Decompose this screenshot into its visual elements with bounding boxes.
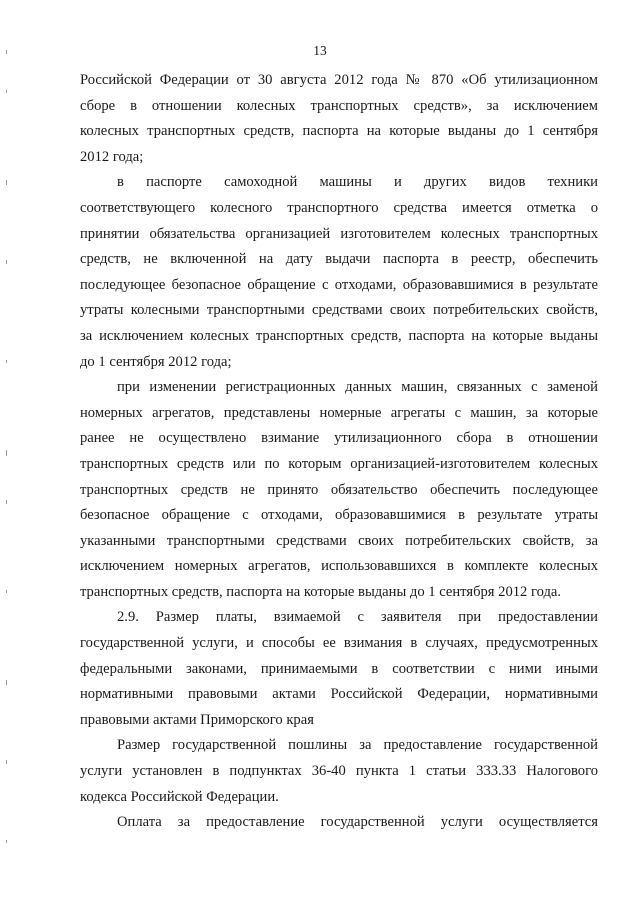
text-line: за исключением колесных транспортных средств, паспорта на которые выданы xyxy=(80,327,598,344)
text-line: 2.9. Размер платы, взимаемой с заявителя при предоставлении xyxy=(117,609,598,626)
section-heading xyxy=(80,605,598,733)
paragraph xyxy=(80,375,598,605)
paragraph xyxy=(80,733,598,810)
text-line: сборе в отношении колесных транспортных средств», за исключением xyxy=(80,97,598,114)
text-line: безопасное обращение с отходами, образовавшимися в результате утраты xyxy=(80,507,598,524)
text-line: транспортных средств или по которым организацией-изготовителем колесных xyxy=(80,455,598,472)
text-line: транспортных средств, паспорта на которые выданы до 1 сентября 2012 года. xyxy=(80,583,562,600)
text-line: до 1 сентября 2012 года; xyxy=(80,353,232,370)
paragraph xyxy=(80,810,598,836)
text-line: правовыми актами Приморского края xyxy=(80,711,314,728)
text-line: транспортных средств не принято обязательство обеспечить последующее xyxy=(80,481,598,498)
text-line: средств, не включенной на дату выдачи паспорта в реестр, обеспечить xyxy=(80,251,598,268)
text-line: принятии обязательства организацией изготовителем колесных транспортных xyxy=(80,225,598,242)
text-line: утраты колесными транспортными средствами своих потребительских свойств, xyxy=(80,302,598,319)
text-line: ранее не осуществлено взимание утилизационного сбора в отношении xyxy=(80,430,598,447)
text-line: Размер государственной пошлины за предоставление государственной xyxy=(117,737,598,754)
text-line: 2012 года; xyxy=(80,148,144,165)
scan-margin-marks xyxy=(6,30,10,890)
text-line: государственной услуги, и способы ее взимания в случаях, предусмотренных xyxy=(80,635,598,652)
paragraph xyxy=(80,68,598,170)
text-line: услуги установлен в подпунктах 36-40 пункта 1 статьи 333.33 Налогового xyxy=(80,763,598,780)
text-line: кодекса Российской Федерации. xyxy=(80,788,279,805)
text-line: соответствующего колесного транспортного средства имеется отметка о xyxy=(80,199,598,216)
page-number: 13 xyxy=(313,43,327,58)
text-line: нормативными правовыми актами Российской Федерации, нормативными xyxy=(80,686,598,703)
text-line: Российской Федерации от 30 августа 2012 года № 870 «Об утилизационном xyxy=(80,72,598,88)
text-line: исключением номерных агрегатов, использовавшихся в комплекте колесных xyxy=(80,558,598,575)
paragraph xyxy=(80,170,598,375)
text-line: номерных агрегатов, представлены номерные агрегаты с машин, за которые xyxy=(80,404,598,421)
text-line: колесных транспортных средств, паспорта на которые выданы до 1 сентября xyxy=(80,123,598,140)
text-line: последующее безопасное обращение с отходами, образовавшимися в результате xyxy=(80,276,598,293)
text-line: при изменении регистрационных данных машин, связанных с заменой xyxy=(117,379,598,396)
text-line: в паспорте самоходной машины и других видов техники xyxy=(117,174,598,191)
document-body xyxy=(80,68,598,836)
text-line: Оплата за предоставление государственной услуги осуществляется xyxy=(117,814,598,831)
text-line: федеральными законами, принимаемыми в соответствии с ними иными xyxy=(80,660,598,677)
text-line: указанными транспортными средствами своих потребительских свойств, за xyxy=(80,532,598,549)
